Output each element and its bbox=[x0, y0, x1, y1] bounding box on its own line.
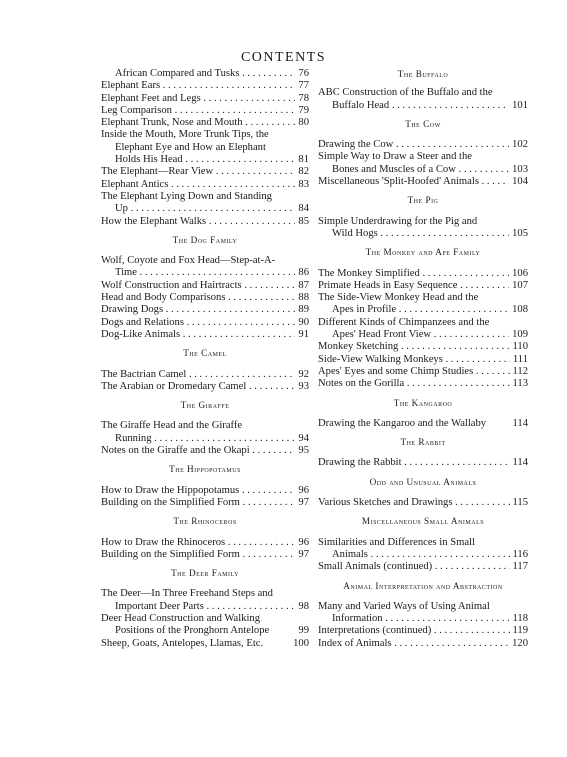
page-number: 84 bbox=[298, 203, 309, 215]
entry-title-continued: Bones and Muscles of a Cow . . . bbox=[332, 164, 509, 176]
toc-entry bbox=[318, 625, 528, 637]
section-heading-interpretation: Animal Interpretation and Abstraction bbox=[343, 580, 503, 591]
toc-entry bbox=[101, 497, 309, 509]
page-title: CONTENTS bbox=[240, 50, 327, 65]
toc-entry bbox=[318, 457, 528, 469]
entry-title-continued: Elephant Eye and How an Elephant bbox=[115, 141, 266, 153]
entry-title: Similarities and Differences in Small bbox=[318, 536, 475, 548]
page-number: 116 bbox=[512, 548, 528, 560]
page-number: 81 bbox=[298, 154, 309, 166]
page-number: 88 bbox=[298, 292, 309, 304]
entry-title: Interpretations (continued) . . . bbox=[318, 625, 510, 637]
entry-title: The Giraffe Head and the Giraffe bbox=[101, 420, 243, 432]
page-number: 118 bbox=[512, 613, 528, 625]
entry-title-continued: Holds His Head . . . bbox=[115, 154, 295, 166]
toc-entry bbox=[101, 317, 309, 329]
toc-entry bbox=[101, 638, 309, 650]
page-number: 100 bbox=[293, 637, 309, 649]
page-number: 85 bbox=[298, 215, 309, 227]
entry-title: The Arabian or Dromedary Camel . . . bbox=[101, 381, 295, 393]
page-number: 79 bbox=[298, 104, 309, 116]
page-number: 110 bbox=[512, 341, 528, 353]
section-heading-hippopotamus: The Hippopotamus bbox=[169, 464, 241, 475]
page-number: 93 bbox=[298, 380, 309, 392]
entry-title: Side-View Walking Monkeys . . . bbox=[318, 354, 510, 366]
section-heading-pig: The Pig bbox=[407, 195, 439, 206]
page-number: 97 bbox=[298, 496, 309, 508]
section-heading-camel: The Camel bbox=[183, 348, 227, 359]
entry-title: Wolf Construction and Hairtracts . . . bbox=[101, 280, 295, 292]
page-number: 83 bbox=[298, 178, 309, 190]
entry-title: How to Draw the Rhinoceros . . . bbox=[101, 537, 295, 549]
page-number: 108 bbox=[512, 304, 528, 316]
toc-entry bbox=[101, 280, 309, 292]
page-number: 105 bbox=[512, 227, 528, 239]
page-number: 76 bbox=[298, 68, 309, 79]
toc-entry bbox=[318, 613, 528, 625]
page-number: 114 bbox=[512, 457, 528, 469]
entry-title: Drawing the Cow . . . bbox=[318, 139, 509, 151]
entry-title: Elephant Antics . . . bbox=[101, 179, 295, 191]
section-heading-giraffe: The Giraffe bbox=[180, 400, 230, 411]
entry-title: The Elephant Lying Down and Standing bbox=[101, 190, 272, 202]
entry-title: Wolf, Coyote and Fox Head—Step-at-A- bbox=[101, 255, 276, 267]
entry-title: Elephant Trunk, Nose and Mouth . . . bbox=[101, 117, 295, 129]
toc-entry bbox=[101, 537, 309, 549]
entry-title: Drawing Dogs . . . bbox=[101, 304, 295, 316]
page-number: 97 bbox=[298, 548, 309, 560]
section-heading-monkey-ape: The Monkey and Ape Family bbox=[365, 247, 481, 258]
toc-entry bbox=[318, 341, 528, 353]
page-number: 117 bbox=[512, 561, 528, 573]
toc-entry bbox=[318, 176, 528, 188]
entry-title: The Bactrian Camel . . . bbox=[101, 369, 295, 381]
entry-title-continued: Animals . . . bbox=[332, 549, 510, 561]
section-heading-cow: The Cow bbox=[405, 118, 441, 129]
page-number: 98 bbox=[298, 600, 309, 612]
entry-title: How the Elephant Walks . . . bbox=[101, 216, 295, 228]
toc-entry bbox=[101, 381, 309, 393]
toc-entry bbox=[101, 304, 309, 316]
entry-title: Different Kinds of Chimpanzees and the bbox=[318, 316, 490, 328]
entry-title: The Monkey Simplified . . . bbox=[318, 268, 509, 280]
page-number: 120 bbox=[512, 637, 528, 649]
page-number: 92 bbox=[298, 368, 309, 380]
section-heading-rabbit: The Rabbit bbox=[400, 437, 446, 448]
toc-right-column bbox=[318, 68, 528, 650]
section-heading-small-animals: Miscellaneous Small Animals bbox=[361, 516, 485, 527]
toc-entry bbox=[318, 100, 528, 112]
toc-entry bbox=[318, 549, 528, 561]
entry-title-continued: Wild Hogs . . . bbox=[332, 228, 509, 240]
page-number: 90 bbox=[298, 316, 309, 328]
entry-title: Miscellaneous 'Split-Hoofed' Animals . . . bbox=[318, 176, 509, 188]
toc-entry bbox=[101, 433, 309, 445]
toc-entry bbox=[318, 329, 528, 341]
entry-title: Many and Varied Ways of Using Animal bbox=[318, 600, 490, 612]
entry-title: Leg Comparison . . . bbox=[101, 105, 295, 117]
entry-title-continued: Positions of the Pronghorn Antelope bbox=[115, 625, 270, 637]
entry-title: Head and Body Comparisons . . . bbox=[101, 292, 295, 304]
toc-left-column bbox=[101, 68, 309, 650]
page-number: 80 bbox=[298, 117, 309, 129]
toc-entry bbox=[101, 166, 309, 178]
page-number: 109 bbox=[512, 329, 528, 341]
toc-entry bbox=[101, 485, 309, 497]
section-heading-deer-family: The Deer Family bbox=[171, 568, 239, 579]
toc-entry bbox=[101, 625, 309, 637]
toc-entry bbox=[101, 80, 309, 92]
toc-entry bbox=[318, 164, 528, 176]
entry-title: Inside the Mouth, More Trunk Tips, the bbox=[101, 129, 269, 141]
page-number: 82 bbox=[298, 166, 309, 178]
toc-entry bbox=[101, 369, 309, 381]
toc-entry bbox=[318, 139, 528, 151]
page-number: 114 bbox=[512, 417, 528, 429]
toc-entry bbox=[101, 292, 309, 304]
entry-title: Drawing the Kangaroo and the Wallaby bbox=[318, 417, 487, 429]
toc-entry bbox=[318, 268, 528, 280]
page-number: 112 bbox=[512, 365, 528, 377]
entry-title: Monkey Sketching . . . bbox=[318, 341, 510, 353]
toc-entry bbox=[318, 497, 528, 509]
toc-entry bbox=[101, 93, 309, 105]
entry-title: Simple Underdrawing for the Pig and bbox=[318, 215, 478, 227]
entry-title: Notes on the Giraffe and the Okapi . . . bbox=[101, 445, 295, 457]
entry-title: The Side-View Monkey Head and the bbox=[318, 292, 479, 304]
page-number: 119 bbox=[512, 625, 528, 637]
entry-title-continued: Up . . . bbox=[115, 203, 295, 215]
entry-title: Apes' Eyes and some Chimp Studies . . . bbox=[318, 366, 510, 378]
toc-entry bbox=[101, 154, 309, 166]
toc-entry bbox=[101, 105, 309, 117]
page-number: 102 bbox=[512, 139, 528, 151]
page-number: 99 bbox=[298, 625, 309, 637]
entry-title: The Elephant—Rear View . . . bbox=[101, 166, 295, 178]
entry-title-continued: Time . . . bbox=[115, 267, 295, 279]
toc-entry bbox=[318, 366, 528, 378]
page-number: 115 bbox=[512, 497, 528, 509]
section-heading-kangaroo: The Kangaroo bbox=[393, 397, 453, 408]
toc-entry bbox=[318, 280, 528, 292]
page-number: 77 bbox=[298, 80, 309, 92]
section-heading-odd-unusual: Odd and Unusual Animals bbox=[369, 476, 477, 487]
entry-title: Dogs and Relations . . . bbox=[101, 317, 295, 329]
entry-title: Index of Animals . . . bbox=[318, 638, 509, 650]
entry-title: Building on the Simplified Form . . . bbox=[101, 497, 295, 509]
toc-entry bbox=[101, 601, 309, 613]
entry-title: Small Animals (continued) . . . bbox=[318, 561, 510, 573]
page-number: 78 bbox=[298, 92, 309, 104]
toc-entry bbox=[318, 304, 528, 316]
toc-entry bbox=[101, 117, 309, 129]
toc-entry bbox=[101, 216, 309, 228]
toc-entry bbox=[318, 354, 528, 366]
page-number: 96 bbox=[298, 536, 309, 548]
page-number: 89 bbox=[298, 304, 309, 316]
toc-entry bbox=[318, 561, 528, 573]
page-number: 107 bbox=[512, 279, 528, 291]
entry-title: The Deer—In Three Freehand Steps and bbox=[101, 588, 273, 600]
toc-entry bbox=[101, 203, 309, 215]
toc-entry bbox=[101, 445, 309, 457]
entry-title: Building on the Simplified Form . . . bbox=[101, 549, 295, 561]
page-number: 96 bbox=[298, 484, 309, 496]
entry-title-continued: Running . . . bbox=[115, 433, 295, 445]
entry-title: How to Draw the Hippopotamus . . . bbox=[101, 485, 295, 497]
toc-entry bbox=[318, 378, 528, 390]
page-number: 87 bbox=[298, 279, 309, 291]
entry-title: African Compared and Tusks . . . bbox=[115, 68, 295, 80]
entry-title: Primate Heads in Easy Sequence . . . bbox=[318, 280, 509, 292]
page-number: 111 bbox=[512, 353, 528, 365]
section-heading-dog-family: The Dog Family bbox=[172, 234, 238, 245]
entry-title: Elephant Feet and Legs . . . bbox=[101, 93, 295, 105]
toc-entry bbox=[318, 638, 528, 650]
toc-entry bbox=[101, 329, 309, 341]
entry-title-continued: Apes' Head Front View . . . bbox=[332, 329, 509, 341]
entry-title-continued: Important Deer Parts . . . bbox=[115, 601, 295, 613]
toc-entry bbox=[101, 267, 309, 279]
toc-entry bbox=[318, 418, 528, 430]
page-number: 101 bbox=[512, 99, 528, 111]
toc-entry bbox=[101, 179, 309, 191]
page-number: 106 bbox=[512, 267, 528, 279]
entry-title: Simple Way to Draw a Steer and the bbox=[318, 151, 472, 163]
entry-title: Notes on the Gorilla . . . bbox=[318, 378, 510, 390]
section-heading-buffalo: The Buffalo bbox=[397, 69, 449, 79]
entry-title-continued: Apes in Profile . . . bbox=[332, 304, 509, 316]
entry-title: Various Sketches and Drawings . . . bbox=[318, 497, 510, 509]
section-heading-rhinoceros: The Rhinoceros bbox=[173, 516, 237, 527]
toc-entry bbox=[101, 549, 309, 561]
toc-entry bbox=[318, 228, 528, 240]
entry-title: Drawing the Rabbit . . . bbox=[318, 457, 510, 469]
entry-title: ABC Construction of the Buffalo and the bbox=[318, 87, 493, 99]
page-number: 91 bbox=[298, 328, 309, 340]
page-number: 104 bbox=[512, 176, 528, 188]
toc-entry bbox=[101, 68, 309, 80]
entry-title: Deer Head Construction and Walking bbox=[101, 612, 260, 624]
page-number: 113 bbox=[512, 378, 528, 390]
entry-title: Dog-Like Animals . . . bbox=[101, 329, 295, 341]
page-number: 94 bbox=[298, 432, 309, 444]
entry-title-continued: Information . . . bbox=[332, 613, 510, 625]
page-number: 86 bbox=[298, 267, 309, 279]
entry-title: Elephant Ears . . . bbox=[101, 80, 295, 92]
entry-title-continued: Buffalo Head . . . bbox=[332, 100, 509, 112]
page-number: 103 bbox=[512, 163, 528, 175]
entry-title: Sheep, Goats, Antelopes, Llamas, Etc. bbox=[101, 637, 264, 649]
page-number: 95 bbox=[298, 445, 309, 457]
